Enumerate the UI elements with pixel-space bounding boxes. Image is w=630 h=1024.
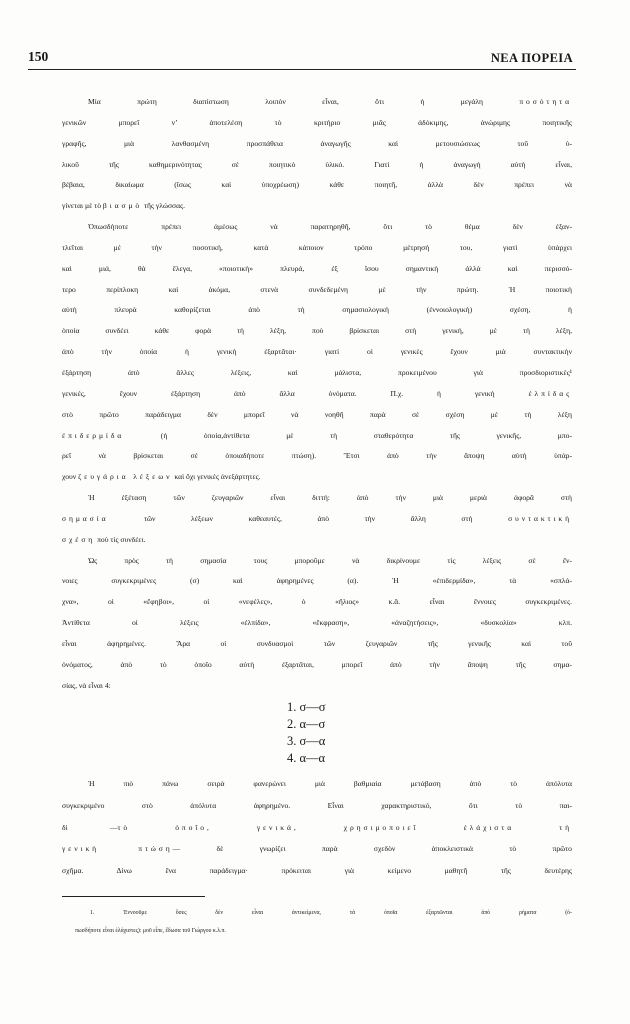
text-run: γενικῶν μπορεῖ ν’ ἀποτελέση τὸ κριτήριο μιᾶς ἀδόκιμης, ἀνώριμης ποιητικῆς: [62, 117, 572, 127]
text-run: Μία πρώτη διαπίστωση λοιπὸν εἶναι, ὅτι ἡ μεγάλη: [88, 97, 520, 106]
combination-list: [287, 699, 325, 767]
text-line: [62, 300, 572, 321]
text-line: [62, 259, 572, 280]
letter-spaced-emphasis: σημασία: [62, 513, 109, 523]
text-line: [62, 655, 572, 676]
letter-spaced-emphasis: σχέση: [62, 534, 96, 544]
paragraph: [62, 92, 572, 217]
text-line: [62, 860, 572, 882]
text-line: [62, 92, 572, 113]
text-run: 1. Ἐννοοῦμε ὅσες δὲν εἶναι ἀντικείμενα, τὰ ὁποῖα ἐξαρτῶνται ἀπὸ ρήματα (ὁ-: [90, 910, 572, 916]
text-line: [62, 467, 572, 488]
text-line: [62, 676, 572, 697]
text-run: ρεῖ νὰ βρίσκεται σὲ ὁποιαδήποτε πτώση). Ἔτσι ἀπὸ τὴν ἄποψη αὐτὴ ὑπάρ-: [62, 451, 572, 461]
text-line: [75, 904, 572, 922]
text-run: — δὲ γνωρίζει παρὰ σχεδὸν ἀποκλειστικὰ τὸ πρῶτο: [172, 844, 572, 854]
text-run: Ὡς πρὸς τὴ σημασία τους μποροῦμε νὰ δικρίνουμε τὶς λέξεις σὲ ἔν-: [88, 555, 572, 565]
text-line: [62, 217, 572, 238]
text-run: χουν: [62, 472, 79, 482]
text-run: (ἡ ὁποία,ἀντίθετα μὲ τὴ σταθερότητα τῆς γενικῆς, μπο-: [124, 430, 572, 440]
text-run: δὶ —: [62, 822, 118, 832]
text-line: [62, 509, 572, 530]
closing-paragraph: [62, 773, 572, 882]
text-run: τερο περίπλοκη καὶ ἀκόμα, στενὰ συνδεδεμένη μὲ τὴν πρώτη. Ἡ ποιοτικὴ: [62, 284, 572, 294]
list-item: 1. σ—σ: [287, 700, 326, 714]
paragraph: [62, 488, 572, 551]
letter-spaced-emphasis: ἐπιδερμίδα: [62, 430, 125, 440]
text-line: [62, 838, 572, 860]
footnote-rule: [62, 896, 205, 897]
text-line: [75, 922, 572, 940]
text-run: λικοῦ τῆς καθημερινότητας σὲ ποιητικὸ ὑλικό. Γιατὶ ἡ ἀναγωγὴ αὐτὴ εἶναι,: [62, 159, 572, 169]
text-run: γραφῆς, μιὰ λανθασμένη προσπάθεια ἀναγωγῆς καὶ μετουσιώσεως τοῦ ὑ-: [62, 138, 572, 148]
footnote: [75, 904, 572, 940]
text-run: καὶ ὄχι γενικὲς ἀνεξάρτητες.: [172, 472, 261, 482]
text-run: Ἡ πιὸ πάνω σειρὰ φανερώνει μιὰ βαθμιαία μετάβαση ἀπὸ τὸ ἀπόλυτα: [88, 779, 572, 788]
text-line: [62, 196, 572, 217]
text-run: σίας, νὰ εἶναι 4:: [62, 680, 111, 690]
text-line: [62, 155, 572, 176]
text-run: τῶν λέξεων καθεαυτές, ἀπὸ τὴν ἄλλη στὴ: [108, 513, 509, 523]
letter-spaced-emphasis: γενικὴ πτώση: [62, 844, 173, 854]
letter-spaced-emphasis: ποσότητα: [519, 97, 572, 106]
text-run: ἀπὸ τὴν ὁποία ἡ γενικὴ ἐξαρτᾶται· γιατὶ οἱ γενικὲς ἔχουν μιὰ συντακτικὴν: [62, 347, 572, 357]
text-line: [62, 321, 572, 342]
text-run: σχῆμα. Δίνω ἕνα παράδειγμα· πρόκειται γιὰ κείμενο μαθητῆ τῆς δευτέρης: [62, 866, 572, 876]
text-run: ὀνόματος, ἀπὸ τὸ ὁποῖο αὐτὴ ἐξαρτᾶται, μπορεῖ ἀπὸ τὴν ἄποψη τῆς σημα-: [62, 659, 572, 669]
text-line: [62, 238, 572, 259]
text-line: [62, 488, 572, 509]
text-line: [62, 551, 572, 572]
list-item: 4. α—α: [287, 751, 326, 765]
text-run: εἶναι ἀφηρημένες. Ἄρα οἱ συνδυασμοὶ τῶν ζευγαριῶν τῆς γενικῆς καὶ τοῦ: [62, 638, 572, 648]
text-line: [62, 634, 572, 655]
text-line: [62, 113, 572, 134]
letter-spaced-emphasis: βιασμὸ: [102, 201, 143, 211]
journal-title: ΝΕΑ ΠΟΡΕΙΑ: [490, 51, 573, 65]
text-line: [62, 426, 572, 447]
letter-spaced-emphasis: ἐλπίδας: [528, 388, 572, 398]
text-line: [62, 817, 572, 839]
text-run: χνα», οἱ «ἔφηβοι», οἱ «νεφέλες», ὁ «ἥλιος» κ.ἄ. εἶναι ἔννοιες συγκεκριμένες.: [62, 597, 572, 607]
text-line: [62, 134, 572, 155]
text-run: τῆς γλώσσας.: [142, 201, 186, 211]
text-line: [62, 530, 572, 551]
text-line: [62, 795, 572, 817]
letter-spaced-emphasis: τὸ ὁποῖο, γενικά, χρησιμοποιεῖ ἐλάχιστα τὴ: [117, 822, 572, 832]
text-line: [62, 446, 572, 467]
text-line: [62, 405, 572, 426]
text-line: [62, 384, 572, 405]
text-run: ποὺ τὶς συνδέει.: [95, 534, 146, 544]
body-text: [62, 92, 572, 696]
text-run: συγκεκριμένο στὸ ἀπόλυτα ἀφηρημένο. Εἶναι χαρακτηριστικό, ὅτι τὸ παι-: [62, 800, 572, 810]
text-line: [62, 571, 572, 592]
text-run: γενικές, ἔχουν ἐξάρτηση ἀπὸ ἄλλα ὀνόματα. Π.χ. ἡ γενικὴ: [62, 388, 529, 398]
text-run: τλεῖται μὲ τὴν ποσοτική, κατὰ κάποιον τρόπο μέτρησή του, γιατὶ ὑπάρχει: [62, 242, 572, 252]
text-line: [62, 363, 572, 384]
paragraph: [62, 217, 572, 488]
text-run: νοιες συγκεκριμένες (σ) καὶ ἀφηρημένες (α). Ἡ «ἐπιδερμίδα», τὰ «σπλά-: [62, 576, 572, 586]
header-rule: [28, 69, 576, 70]
text-line: [62, 613, 572, 634]
text-run: Ἡ ἐξέταση τῶν ζευγαριῶν εἶναι διττή: ἀπὸ τὴν μιὰ μεριὰ ἀφορᾶ στὴ: [88, 493, 572, 503]
text-run: στὸ πρῶτο παράδειγμα δὲν μπορεῖ νὰ νοηθῆ παρὰ σὲ σχέση μὲ τὴ λέξη: [62, 409, 572, 419]
letter-spaced-emphasis: συντακτικὴ: [508, 513, 572, 523]
text-line: [62, 592, 572, 613]
text-run: πωσδήποτε εἶναι ἐλάχιστες): μοῦ εἶπε, ἔδωσα τοῦ Γιώργου κ.λ.π.: [75, 928, 226, 934]
list-item: 2. α—σ: [287, 717, 326, 731]
text-run: ὁποία συνδέει κάθε φορὰ τὴ λέξη, ποὺ βρίσκεται στὴ γενική, μὲ τὴ λέξη,: [62, 326, 572, 336]
text-line: [62, 280, 572, 301]
text-run: Ἀντίθετα οἱ λέξεις «ἐλπίδα», «ἔκφραση», «ἀναζητήσεις», «δυσκολία» κλπ.: [62, 618, 572, 628]
letter-spaced-emphasis: ζευγάρια λέξεων: [78, 472, 173, 482]
paragraph: [62, 551, 572, 697]
text-run: αὐτὴ πλευρὰ καθορίζεται ἀπὸ τὴ σημασιολογικὴ (ἐννοιολογικὴ) σχέση, ἡ: [62, 305, 572, 315]
text-run: γίνεται μὲ τὸ: [62, 201, 103, 211]
text-run: Ὁπωσδήποτε πρέπει ἀμέσως νὰ παρατηρηθῆ, ὅτι τὸ θέμα δὲν ἐξαν-: [88, 222, 572, 232]
text-line: [62, 175, 572, 196]
list-item: 3. σ—α: [287, 734, 326, 748]
text-line: [62, 773, 572, 795]
page-number: 150: [28, 49, 49, 64]
text-run: καὶ μιά, θὰ ἔλεγα, «ποιοτικὴ» πλευρά, ἐξ ἴσου σημαντικὴ ἀλλὰ καὶ περισσό-: [62, 263, 572, 273]
text-run: ἐξάρτηση ἀπὸ ἄλλες λέξεις, καὶ μάλιστα, προκειμένου γιὰ προσδιοριστικὲς¹: [62, 367, 572, 377]
text-line: [62, 342, 572, 363]
text-run: βέβαια, δικαίωμα (ἴσως καὶ ὑποχρέωση) κάθε ποιητῆ, ἀλλὰ δὲν πρέπει νὰ: [62, 180, 572, 190]
